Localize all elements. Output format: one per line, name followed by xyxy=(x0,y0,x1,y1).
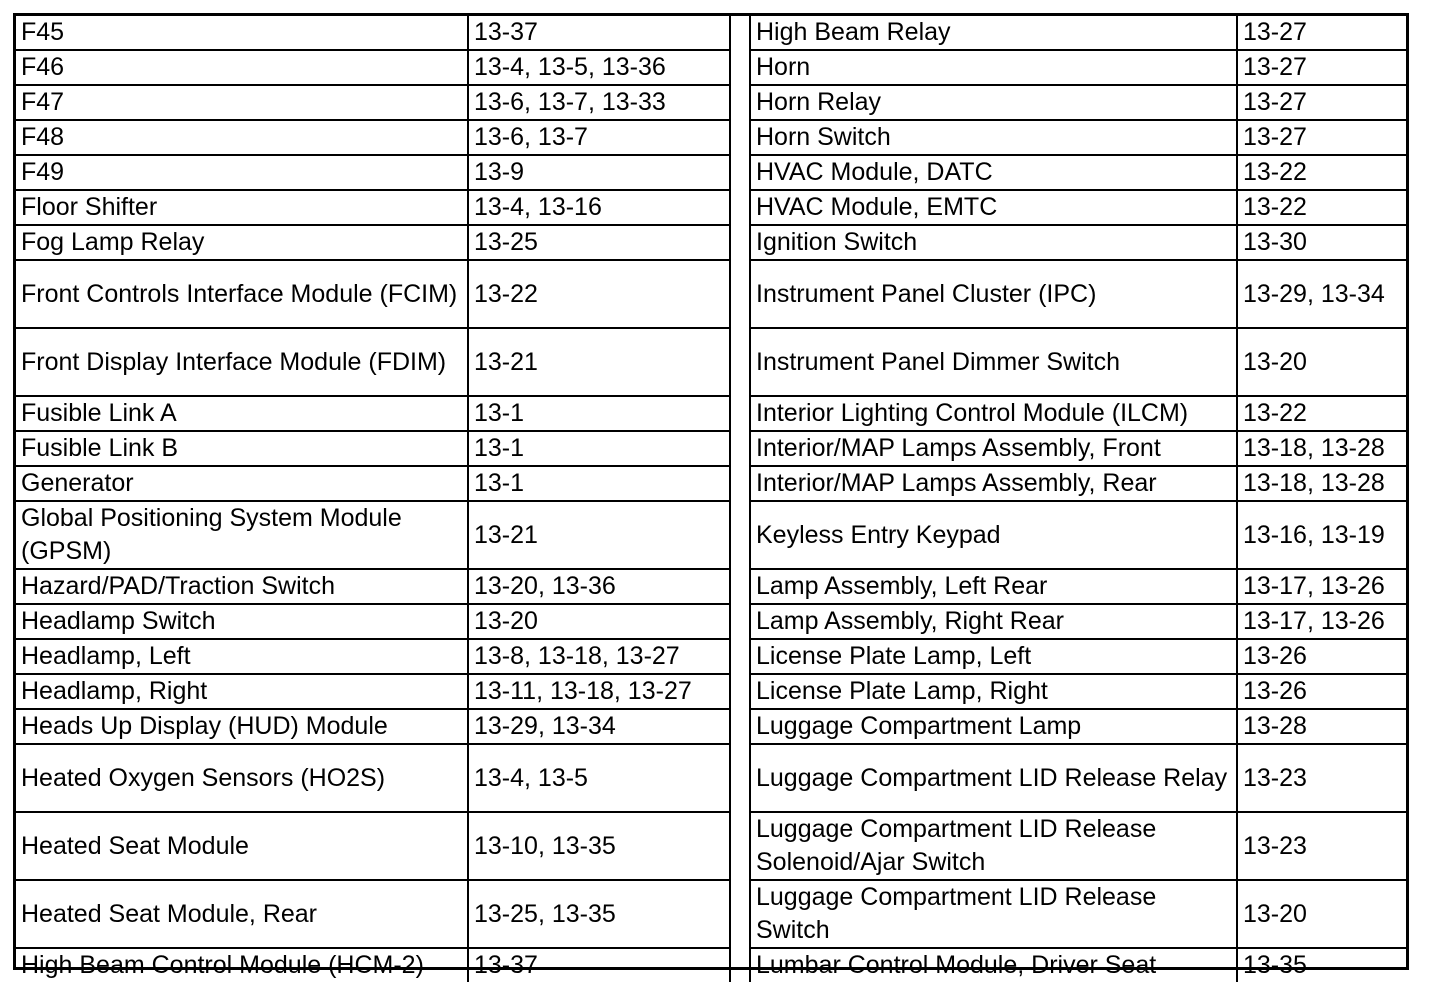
page-reference-cell-text: 13-18, 13-28 xyxy=(1243,434,1385,462)
table-row xyxy=(16,190,1406,225)
table-row xyxy=(16,16,1406,50)
page-reference-cell-text: 13-23 xyxy=(1243,763,1307,792)
component-name-cell-text: Horn Switch xyxy=(756,123,891,151)
table-row xyxy=(16,639,1406,674)
component-name-cell-text: Fusible Link B xyxy=(21,434,179,462)
table-row xyxy=(16,120,1406,155)
component-name-cell-text: F45 xyxy=(21,18,65,46)
component-name-cell-text: Headlamp, Right xyxy=(21,677,208,705)
page-reference-cell-text: 13-4, 13-5, 13-36 xyxy=(474,53,666,81)
page-reference-cell-text: 13-37 xyxy=(474,18,538,46)
page-reference-cell xyxy=(1237,431,1406,466)
page-reference-cell xyxy=(468,431,730,466)
page-reference-cell xyxy=(468,260,730,328)
page-reference-cell-text: 13-17, 13-26 xyxy=(1243,572,1385,600)
component-name-cell xyxy=(750,709,1237,744)
component-name-cell-text: Interior/MAP Lamps Assembly, Front xyxy=(756,434,1161,462)
page-reference-cell xyxy=(468,155,730,190)
component-name-cell-text: High Beam Control Module (HCM-2) xyxy=(21,951,424,979)
column-separator xyxy=(730,709,750,744)
table-row xyxy=(16,225,1406,260)
component-name-cell xyxy=(750,431,1237,466)
page-reference-cell-text: 13-21 xyxy=(474,347,538,376)
page-reference-cell xyxy=(468,190,730,225)
column-separator xyxy=(730,431,750,466)
column-separator xyxy=(730,190,750,225)
component-name-cell-text: Interior/MAP Lamps Assembly, Rear xyxy=(756,469,1157,497)
component-name-cell xyxy=(16,948,468,982)
page-reference-cell-text: 13-11, 13-18, 13-27 xyxy=(474,677,692,705)
component-name-cell-text: Generator xyxy=(21,469,134,497)
page-reference-cell xyxy=(468,225,730,260)
component-name-cell-text: Luggage Compartment LID Release Relay xyxy=(756,763,1228,792)
page-reference-cell xyxy=(1237,639,1406,674)
column-separator xyxy=(730,155,750,190)
page-reference-cell-text: 13-29, 13-34 xyxy=(1243,279,1385,308)
component-name-cell xyxy=(16,396,468,431)
page-reference-cell xyxy=(468,880,730,948)
column-separator xyxy=(730,225,750,260)
page-reference-cell-text: 13-1 xyxy=(474,434,525,462)
component-name-cell-text: Luggage Compartment LID Release Solenoid/Ajar Switch xyxy=(756,815,1157,876)
column-separator xyxy=(730,604,750,639)
column-separator xyxy=(730,328,750,396)
page-reference-cell xyxy=(468,50,730,85)
component-name-cell xyxy=(750,225,1237,260)
page-reference-cell-text: 13-26 xyxy=(1243,677,1307,705)
component-name-cell-text: F47 xyxy=(21,88,65,116)
component-name-cell xyxy=(750,190,1237,225)
component-name-cell xyxy=(750,50,1237,85)
component-name-cell-text: Ignition Switch xyxy=(756,228,918,256)
page-reference-cell xyxy=(1237,16,1406,50)
table-row xyxy=(16,604,1406,639)
component-name-cell-text: Fog Lamp Relay xyxy=(21,228,205,256)
page-reference-cell-text: 13-25 xyxy=(474,228,538,256)
component-name-cell-text: Heated Oxygen Sensors (HO2S) xyxy=(21,763,386,792)
column-separator xyxy=(730,569,750,604)
page-reference-cell-text: 13-16, 13-19 xyxy=(1243,520,1385,549)
component-name-cell-text: Instrument Panel Cluster (IPC) xyxy=(756,279,1097,308)
page-reference-cell-text: 13-22 xyxy=(1243,399,1307,427)
page-reference-cell xyxy=(468,328,730,396)
component-name-cell-text: Front Controls Interface Module (FCIM) xyxy=(21,279,458,308)
table-row xyxy=(16,880,1406,948)
page-reference-cell xyxy=(1237,744,1406,812)
component-name-cell xyxy=(16,674,468,709)
page-reference-cell xyxy=(1237,604,1406,639)
table-row xyxy=(16,396,1406,431)
page-reference-cell xyxy=(468,709,730,744)
table-row xyxy=(16,260,1406,328)
component-name-cell-text: Heated Seat Module, Rear xyxy=(21,899,318,928)
component-name-cell xyxy=(16,16,468,50)
page-reference-cell-text: 13-20 xyxy=(1243,347,1307,376)
page-reference-cell-text: 13-22 xyxy=(1243,193,1307,221)
page-reference-cell xyxy=(1237,674,1406,709)
component-name-cell xyxy=(16,880,468,948)
component-name-cell-text: Heated Seat Module xyxy=(21,831,249,860)
table-row xyxy=(16,328,1406,396)
column-separator xyxy=(730,744,750,812)
component-name-cell-text: Hazard/PAD/Traction Switch xyxy=(21,572,335,600)
component-name-cell-text: Heads Up Display (HUD) Module xyxy=(21,712,388,740)
page-reference-cell-text: 13-20 xyxy=(474,607,538,635)
page-reference-cell-text: 13-1 xyxy=(474,469,525,497)
component-index-table xyxy=(16,16,1406,982)
column-separator xyxy=(730,948,750,982)
page-reference-cell xyxy=(468,604,730,639)
component-name-cell xyxy=(16,225,468,260)
column-separator xyxy=(730,466,750,501)
page-reference-cell xyxy=(1237,50,1406,85)
page-reference-cell xyxy=(468,569,730,604)
page-reference-cell xyxy=(468,812,730,880)
component-name-cell xyxy=(16,569,468,604)
component-name-cell-text: License Plate Lamp, Right xyxy=(756,677,1048,705)
page-reference-cell-text: 13-4, 13-16 xyxy=(474,193,602,221)
table-row xyxy=(16,948,1406,982)
page-reference-cell xyxy=(1237,880,1406,948)
component-name-cell xyxy=(750,501,1237,569)
table-row xyxy=(16,709,1406,744)
component-name-cell xyxy=(16,604,468,639)
page-reference-cell xyxy=(1237,260,1406,328)
component-name-cell xyxy=(16,744,468,812)
page-reference-cell xyxy=(1237,466,1406,501)
table-row xyxy=(16,501,1406,569)
page-reference-cell xyxy=(1237,190,1406,225)
page-reference-cell-text: 13-20 xyxy=(1243,899,1307,928)
page-reference-cell xyxy=(1237,155,1406,190)
component-name-cell xyxy=(16,812,468,880)
component-name-cell-text: Lamp Assembly, Left Rear xyxy=(756,572,1048,600)
component-name-cell xyxy=(750,674,1237,709)
page-reference-cell xyxy=(1237,812,1406,880)
page-reference-cell-text: 13-18, 13-28 xyxy=(1243,469,1385,497)
page-reference-cell-text: 13-10, 13-35 xyxy=(474,831,616,860)
component-name-cell xyxy=(750,120,1237,155)
table-row xyxy=(16,569,1406,604)
component-name-cell xyxy=(750,639,1237,674)
index-page xyxy=(13,13,1409,979)
page-reference-cell-text: 13-6, 13-7, 13-33 xyxy=(474,88,666,116)
component-name-cell-text: F49 xyxy=(21,158,65,186)
component-name-cell xyxy=(750,466,1237,501)
component-name-cell xyxy=(16,190,468,225)
component-name-cell-text: Lamp Assembly, Right Rear xyxy=(756,607,1064,635)
table-row xyxy=(16,85,1406,120)
component-name-cell-text: High Beam Relay xyxy=(756,18,951,46)
page-reference-cell xyxy=(468,85,730,120)
component-name-cell-text: Global Positioning System Module (GPSM) xyxy=(21,504,402,565)
component-name-cell xyxy=(16,85,468,120)
page-reference-cell-text: 13-27 xyxy=(1243,88,1307,116)
component-name-cell xyxy=(750,328,1237,396)
component-name-cell-text: Headlamp Switch xyxy=(21,607,216,635)
page-reference-cell-text: 13-37 xyxy=(474,951,538,979)
page-reference-cell-text: 13-9 xyxy=(474,158,525,186)
component-name-cell xyxy=(750,744,1237,812)
component-name-cell-text: Front Display Interface Module (FDIM) xyxy=(21,347,447,376)
page-reference-cell-text: 13-30 xyxy=(1243,228,1307,256)
component-name-cell xyxy=(16,709,468,744)
page-reference-cell-text: 13-28 xyxy=(1243,712,1307,740)
component-name-cell xyxy=(750,948,1237,982)
component-name-cell xyxy=(16,466,468,501)
page-reference-cell-text: 13-17, 13-26 xyxy=(1243,607,1385,635)
component-name-cell xyxy=(16,328,468,396)
page-reference-cell xyxy=(1237,569,1406,604)
component-name-cell-text: HVAC Module, DATC xyxy=(756,158,993,186)
page-reference-cell xyxy=(1237,225,1406,260)
component-name-cell-text: Headlamp, Left xyxy=(21,642,191,670)
page-reference-cell xyxy=(1237,120,1406,155)
page-reference-cell-text: 13-27 xyxy=(1243,123,1307,151)
page-reference-cell-text: 13-21 xyxy=(474,520,538,549)
page-reference-cell xyxy=(468,120,730,155)
column-separator xyxy=(730,50,750,85)
component-name-cell xyxy=(16,431,468,466)
table-body xyxy=(16,16,1406,982)
component-name-cell xyxy=(750,604,1237,639)
page-reference-cell xyxy=(468,16,730,50)
column-separator xyxy=(730,639,750,674)
table-row xyxy=(16,466,1406,501)
component-name-cell-text: HVAC Module, EMTC xyxy=(756,193,998,221)
component-name-cell-text: Keyless Entry Keypad xyxy=(756,520,1001,549)
component-name-cell-text: Floor Shifter xyxy=(21,193,158,221)
table-row xyxy=(16,674,1406,709)
page-reference-cell xyxy=(1237,501,1406,569)
page-reference-cell xyxy=(1237,85,1406,120)
component-name-cell xyxy=(16,120,468,155)
page-reference-cell xyxy=(468,396,730,431)
page-reference-cell-text: 13-22 xyxy=(1243,158,1307,186)
column-separator xyxy=(730,812,750,880)
page-reference-cell-text: 13-1 xyxy=(474,399,525,427)
component-name-cell xyxy=(750,812,1237,880)
column-separator xyxy=(730,880,750,948)
page-reference-cell xyxy=(1237,396,1406,431)
page-reference-cell-text: 13-25, 13-35 xyxy=(474,899,616,928)
page-reference-cell-text: 13-27 xyxy=(1243,53,1307,81)
page-reference-cell xyxy=(468,744,730,812)
page-reference-cell-text: 13-6, 13-7 xyxy=(474,123,588,151)
table-row xyxy=(16,812,1406,880)
page-reference-cell-text: 13-23 xyxy=(1243,831,1307,860)
component-name-cell xyxy=(16,260,468,328)
component-name-cell xyxy=(750,155,1237,190)
column-separator xyxy=(730,674,750,709)
page-reference-cell xyxy=(1237,709,1406,744)
page-reference-cell xyxy=(468,501,730,569)
page-reference-cell-text: 13-26 xyxy=(1243,642,1307,670)
component-name-cell-text: Luggage Compartment LID Release Switch xyxy=(756,883,1157,944)
page-reference-cell xyxy=(1237,328,1406,396)
table-row xyxy=(16,431,1406,466)
component-name-cell xyxy=(750,569,1237,604)
component-name-cell xyxy=(16,50,468,85)
page-reference-cell xyxy=(1237,948,1406,982)
component-name-cell-text: License Plate Lamp, Left xyxy=(756,642,1032,670)
table-row xyxy=(16,744,1406,812)
component-name-cell xyxy=(16,501,468,569)
column-separator xyxy=(730,396,750,431)
page-reference-cell-text: 13-8, 13-18, 13-27 xyxy=(474,642,680,670)
component-name-cell xyxy=(750,16,1237,50)
component-name-cell-text: Horn xyxy=(756,53,811,81)
component-name-cell xyxy=(16,155,468,190)
component-name-cell-text: Interior Lighting Control Module (ILCM) xyxy=(756,399,1189,427)
page-reference-cell-text: 13-29, 13-34 xyxy=(474,712,616,740)
page-reference-cell xyxy=(468,674,730,709)
component-name-cell-text: Fusible Link A xyxy=(21,399,177,427)
table-row xyxy=(16,50,1406,85)
page-reference-cell-text: 13-20, 13-36 xyxy=(474,572,616,600)
column-separator xyxy=(730,501,750,569)
component-name-cell-text: F46 xyxy=(21,53,65,81)
component-name-cell xyxy=(16,639,468,674)
component-name-cell-text: Luggage Compartment Lamp xyxy=(756,712,1082,740)
component-name-cell-text: Lumbar Control Module, Driver Seat xyxy=(756,951,1157,979)
component-name-cell xyxy=(750,260,1237,328)
page-reference-cell-text: 13-27 xyxy=(1243,18,1307,46)
page-reference-cell-text: 13-22 xyxy=(474,279,538,308)
column-separator xyxy=(730,85,750,120)
component-name-cell-text: F48 xyxy=(21,123,65,151)
page-reference-cell-text: 13-35 xyxy=(1243,951,1307,979)
component-name-cell xyxy=(750,85,1237,120)
component-name-cell-text: Instrument Panel Dimmer Switch xyxy=(756,347,1121,376)
table-row xyxy=(16,155,1406,190)
component-name-cell xyxy=(750,880,1237,948)
column-separator xyxy=(730,120,750,155)
page-reference-cell-text: 13-4, 13-5 xyxy=(474,763,588,792)
column-separator xyxy=(730,16,750,50)
column-separator xyxy=(730,260,750,328)
component-name-cell xyxy=(750,396,1237,431)
page-reference-cell xyxy=(468,948,730,982)
page-reference-cell xyxy=(468,639,730,674)
component-name-cell-text: Horn Relay xyxy=(756,88,882,116)
page-reference-cell xyxy=(468,466,730,501)
